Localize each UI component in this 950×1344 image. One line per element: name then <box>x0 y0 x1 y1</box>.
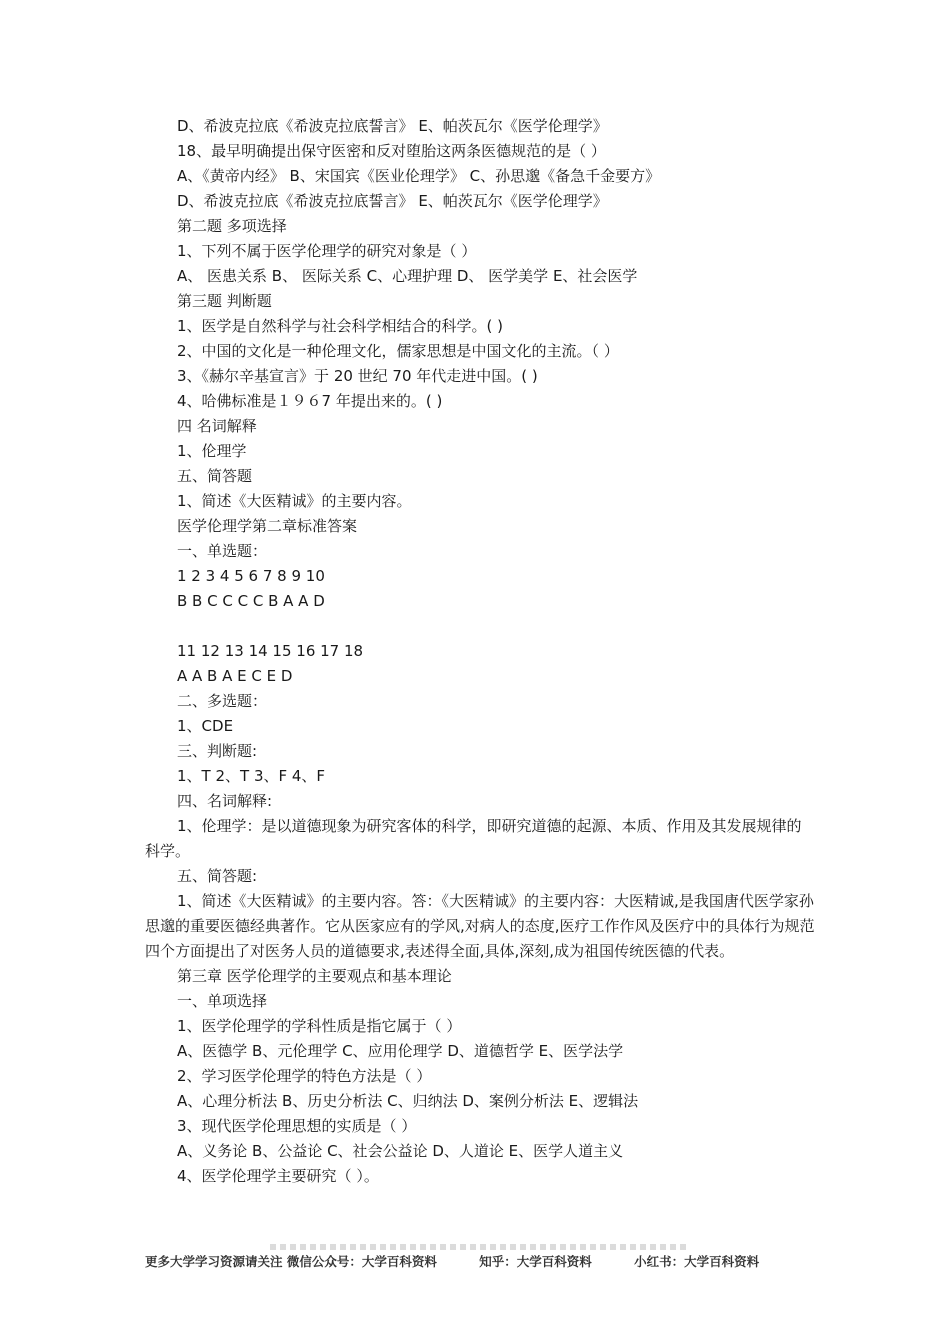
question-line: 3、《赫尔辛基宣言》于 20 世纪 70 年代走进中国。( ) <box>177 367 538 385</box>
question-line: 2、中国的文化是一种伦理文化，儒家思想是中国文化的主流。（ ） <box>177 342 619 360</box>
question-line: 18、最早明确提出保守医密和反对堕胎这两条医德规范的是（ ） <box>177 142 606 160</box>
section-heading: 五、简答题 <box>177 467 253 485</box>
options-line: D、希波克拉底《希波克拉底誓言》 E、帕茨瓦尔《医学伦理学》 <box>177 192 608 210</box>
question-line: 4、哈佛标准是１９６7 年提出来的。( ) <box>177 392 443 410</box>
question-line: 3、现代医学伦理思想的实质是（ ） <box>177 1117 417 1135</box>
text-line: D、希波克拉底《希波克拉底誓言》 E、帕茨瓦尔《医学伦理学》 <box>177 117 608 135</box>
footer-wechat: 更多大学学习资源请关注 微信公众号：大学百科资料 <box>145 1254 437 1269</box>
section-heading: 第三题 判断题 <box>177 292 272 310</box>
definition-text: 1、伦理学：是以道德现象为研究客体的科学，即研究道德的起源、本质、作用及其发展规律的科学。 <box>145 817 802 860</box>
faded-text-line <box>270 1244 690 1250</box>
section-heading: 一、单选题： <box>177 542 268 560</box>
document-body <box>145 114 815 1189</box>
answer-numbers: 1 2 3 4 5 6 7 8 9 10 <box>177 567 325 585</box>
section-heading: 一、单项选择 <box>177 992 268 1010</box>
options-line: A、义务论 B、公益论 C、社会公益论 D、人道论 E、医学人道主义 <box>177 1142 624 1160</box>
options-line: A、医德学 B、元伦理学 C、应用伦理学 D、道德哲学 E、医学法学 <box>177 1042 624 1060</box>
footer-zhihu: 知乎：大学百科资料 <box>479 1254 592 1269</box>
blank-line <box>145 614 815 639</box>
answer-text: 1、简述《大医精诚》的主要内容。答：《大医精诚》的主要内容：大医精诚,是我国唐代医学家孙思邈的重要医德经典著作。它从医家应有的学风,对病人的态度,医疗工作作风及医疗中的具体行为规范四个方面提出了对医务人员的道德要求,表述得全面,具体,深刻,成为祖国传统医德的代表。 <box>145 892 815 960</box>
section-heading: 四、名词解释: <box>177 792 273 810</box>
section-heading: 四 名词解释 <box>177 417 257 435</box>
answer-key-title: 医学伦理学第二章标准答案 <box>177 517 358 535</box>
answer-paragraph <box>145 889 815 964</box>
footer-xiaohongshu: 小红书：大学百科资料 <box>634 1254 760 1269</box>
question-line: 1、伦理学 <box>177 442 247 460</box>
answer-numbers: 11 12 13 14 15 16 17 18 <box>177 642 364 660</box>
question-line: 1、下列不属于医学伦理学的研究对象是（ ） <box>177 242 477 260</box>
question-line: 1、简述《大医精诚》的主要内容。 <box>177 492 412 510</box>
question-line: 4、医学伦理学主要研究（ ）。 <box>177 1167 379 1185</box>
options-line: A、《黄帝内经》 B、宋国宾《医业伦理学》 C、孙思邈《备急千金要方》 <box>177 167 661 185</box>
section-heading: 二、多选题： <box>177 692 268 710</box>
options-line: A、心理分析法 B、历史分析法 C、归纳法 D、案例分析法 E、逻辑法 <box>177 1092 639 1110</box>
section-heading: 五、简答题: <box>177 867 258 885</box>
answer-letters: B B C C C C B A A D <box>177 592 325 610</box>
answer-line: 1、CDE <box>177 717 234 735</box>
section-heading: 第二题 多项选择 <box>177 217 287 235</box>
definition-paragraph <box>145 814 815 864</box>
question-line: 1、医学是自然科学与社会科学相结合的科学。( ) <box>177 317 504 335</box>
question-line: 2、学习医学伦理学的特色方法是（ ） <box>177 1067 432 1085</box>
answer-letters: A A B A E C E D <box>177 667 293 685</box>
answer-line: 1、T 2、T 3、F 4、F <box>177 767 326 785</box>
question-line: 1、医学伦理学的学科性质是指它属于（ ） <box>177 1017 462 1035</box>
chapter-heading: 第三章 医学伦理学的主要观点和基本理论 <box>177 967 452 985</box>
section-heading: 三、判断题: <box>177 742 258 760</box>
page-footer <box>145 1252 845 1270</box>
options-line: A、 医患关系 B、 医际关系 C、心理护理 D、 医学美学 E、社会医学 <box>177 267 638 285</box>
